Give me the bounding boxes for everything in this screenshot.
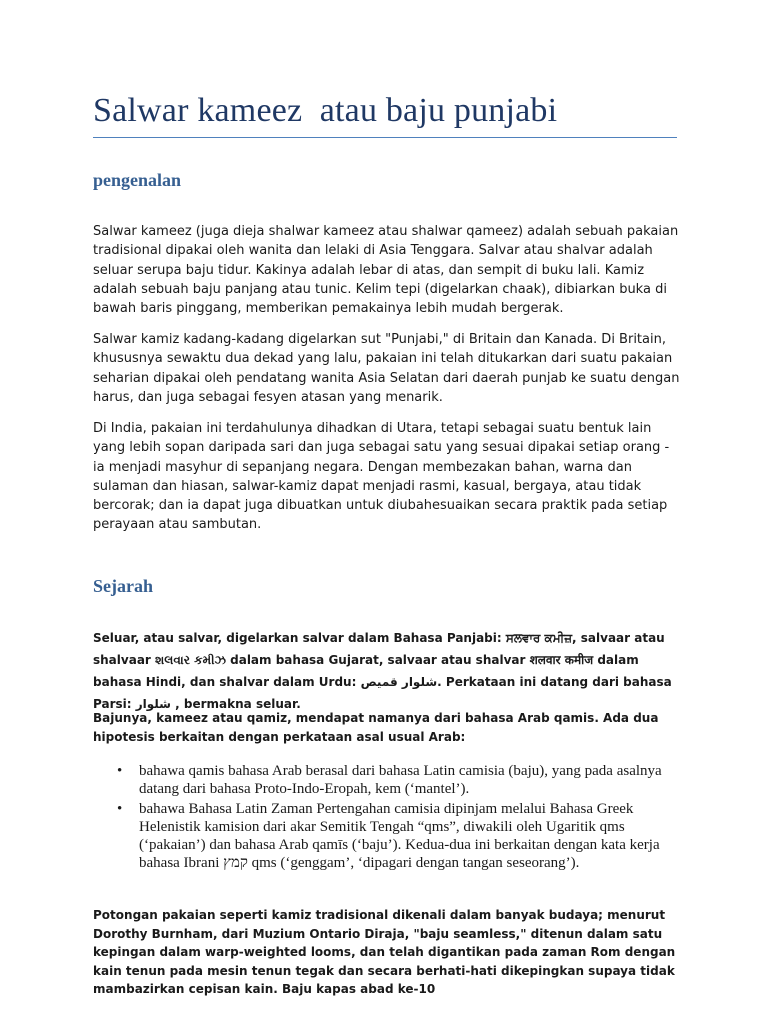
section-heading-pengenalan: pengenalan bbox=[93, 170, 182, 190]
bullet-marker: • bbox=[117, 763, 123, 779]
section-heading-sejarah: Sejarah bbox=[93, 576, 153, 596]
intro-paragraph-3: Di India, pakaian ini terdahulunya dihadkan di Utara, tetapi sebagai suatu bentuk lain yang lebih sopan daripada sari dan juga sebagai satu yang sesuai dipakai setiap orang - ia menjadi masyhur di sepanjang negara. Dengan membezakan bahan, warna dan sulaman dan hiasan, salwar-kamiz dapat menjadi rasmi, kasual, bergaya, atau tidak bercorak; dan ia dapat juga dibuatkan untuk diubahesuaikan secara praktik pada setiap perayaan atau sambutan. bbox=[93, 421, 670, 533]
etymology-paragraph: Seluar, atau salvar, digelarkan salvar dalam Bahasa Panjabi: ਸਲਵਾਰ ਕਮੀਜ਼, salvaar atau shalvaar શલવાર કમીઝ dalam bahasa Gujarat, salvaar atau shalvar शलवार कमीज dalam bahasa Hindi, dan shalvar dalam Urdu: شلوار قمیص. Perkataan ini datang dari bahasa Parsi: شلوار , bermakna seluar. bbox=[93, 631, 672, 711]
bullet-marker: • bbox=[117, 800, 123, 817]
list-item bbox=[93, 762, 663, 799]
list-item-text: bahawa qamis bahasa Arab berasal dari bahasa Latin camisia (baju), yang pada asalnya datang dari bahasa Proto-Indo-Eropah, kem (‘mantel’). bbox=[139, 763, 662, 798]
kameez-paragraph: Bajunya, kameez atau qamiz, mendapat namanya dari bahasa Arab qamis. Ada dua hipotesis berkaitan dengan perkataan asal usual Arab: bbox=[93, 711, 659, 744]
document-title: Salwar kameez atau baju punjabi bbox=[93, 92, 558, 129]
title-underline bbox=[93, 137, 677, 138]
list-item-text: bahawa Bahasa Latin Zaman Pertengahan camisia dipinjam melalui Bahasa Greek Helenistik kamision dari akar Semitik Tengah “qms”, diwakili oleh Ugaritik qms (‘pakaian’) dan bahasa Arab qamīs (‘baju’). Kedua-dua ini berkaitan dengan kata kerja bahasa Ibrani קמץ qms (‘genggam’, ‘dipagari dengan tangan seseorang’). bbox=[139, 800, 660, 872]
closing-paragraph: Potongan pakaian seperti kamiz tradisional dikenali dalam banyak budaya; menurut Dorothy Burnham, dari Muzium Ontario Diraja, "baju seamless," ditenun dalam satu kepingan dalam warp-weighted looms, dan telah digantikan pada zaman Rom dengan kain tenun pada mesin tenun tegak dan secara berhati-hati dikepingkan supaya tidak mambazirkan cepisan kain. Baju kapas abad ke-10 bbox=[93, 908, 676, 996]
hypothesis-list bbox=[93, 762, 663, 874]
intro-paragraph-2: Salwar kamiz kadang-kadang digelarkan sut "Punjabi," di Britain dan Kanada. Di Britain, khususnya sewaktu dua dekad yang lalu, pakaian ini telah ditukarkan dari suatu pakaian seharian dipakai oleh pendatang wanita Asia Selatan dari daerah punjab ke suatu dengan harus, dan juga sebagai fesyen atasan yang menarik. bbox=[93, 332, 680, 405]
list-item bbox=[93, 800, 663, 873]
intro-paragraph-1: Salwar kameez (juga dieja shalwar kameez atau shalwar qameez) adalah sebuah pakaian tradisional dipakai oleh wanita dan lelaki di Asia Tenggara. Salvar atau shalvar adalah seluar serupa baju tidur. Kakinya adalah lebar di atas, dan sempit di buku lali. Kamiz adalah sebuah baju panjang atau tunic. Kelim tepi (digelarkan chaak), dibiarkan buka di bawah baris pinggang, memberikan pemakainya lebih mudah bergerak. bbox=[93, 224, 679, 317]
